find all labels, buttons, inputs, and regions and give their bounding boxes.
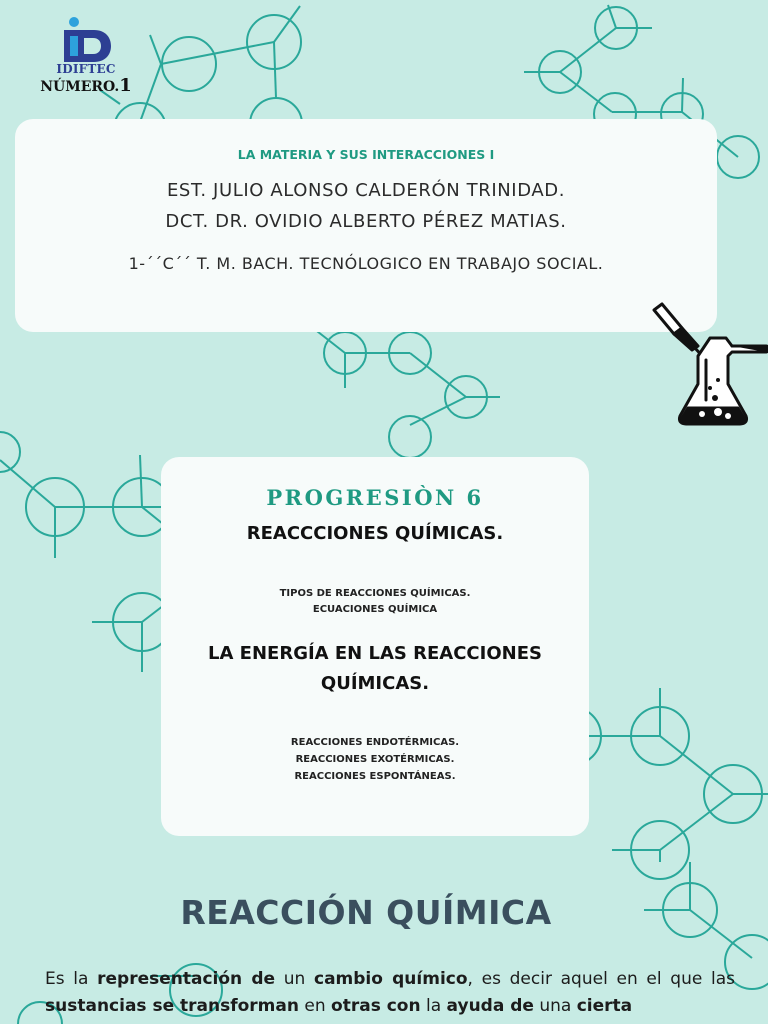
section-title: REACCIÓN QUÍMICA: [180, 893, 552, 932]
list-item: REACCIONES ESPONTÁNEAS.: [294, 771, 456, 782]
student-name: EST. JULIO ALONSO CALDERÓN TRINIDAD.: [166, 180, 566, 201]
definition-text: en: [298, 996, 332, 1016]
list-item: TIPOS DE REACCIONES QUÍMICAS.: [279, 588, 471, 599]
list-item: ECUACIONES QUÍMICA: [312, 604, 438, 615]
definition-term: sustancias se transforman: [45, 996, 299, 1016]
definition-term: otras con: [331, 996, 421, 1016]
teacher-name: DCT. DR. OVIDIO ALBERTO PÉREZ MATIAS.: [165, 211, 567, 232]
definition-text: , es decir aquel en el que las: [467, 969, 735, 989]
header-card: [15, 119, 717, 332]
definition-paragraph: [45, 966, 735, 1020]
issue-word: NÚMERO.: [40, 79, 120, 95]
idiftec-logo-icon: [60, 16, 112, 64]
topic-list-reactions: [161, 586, 589, 618]
progression-title: PROGRESIÒN 6: [266, 485, 484, 510]
definition-text: la: [420, 996, 447, 1016]
list-item: REACCIONES EXOTÉRMICAS.: [295, 754, 455, 765]
progression-card: [161, 457, 589, 836]
definition-term: ayuda de: [446, 996, 534, 1016]
logo-org-name: IDIFTEC: [56, 62, 116, 76]
definition-term: cambio químico: [314, 969, 468, 989]
issue-num: 1: [119, 75, 132, 96]
definition-text: un: [275, 969, 314, 989]
definition-term: cierta: [576, 996, 633, 1016]
list-item: REACCIONES ENDOTÉRMICAS.: [290, 737, 460, 748]
definition-text: una: [533, 996, 577, 1016]
flask-with-dropper-icon: [648, 300, 768, 430]
progression-subtitle: REACCCIONES QUÍMICAS.: [246, 523, 504, 544]
course-title: LA MATERIA Y SUS INTERACCIONES I: [237, 147, 495, 162]
definition-term: representación de: [97, 969, 276, 989]
energy-title: LA ENERGÍA EN LAS REACCIONES QUÍMICAS.: [208, 643, 542, 694]
issue-number: [38, 75, 134, 96]
topic-list-energy: [161, 734, 589, 785]
logo: [38, 16, 134, 100]
group-info: 1-´´C´´ T. M. BACH. TECNÓLOGICO EN TRABAJO SOCIAL.: [128, 254, 604, 273]
definition-text: Es la: [45, 969, 98, 989]
